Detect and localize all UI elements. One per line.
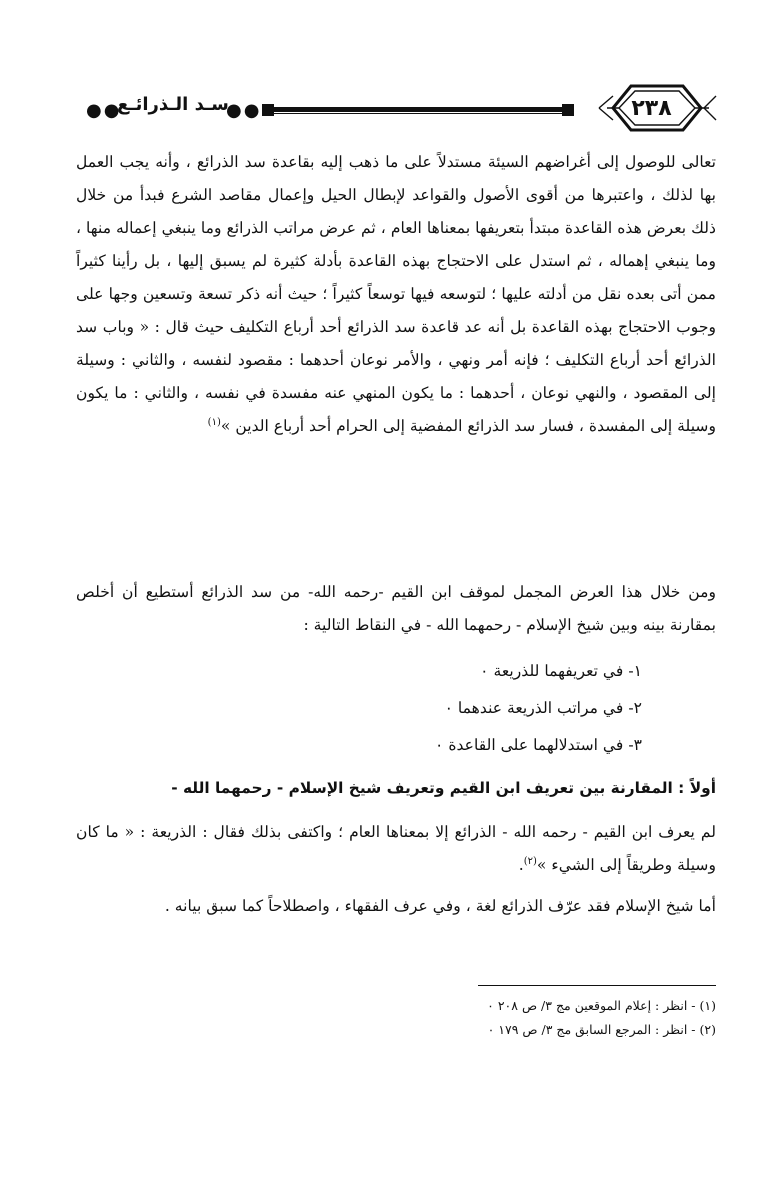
header-ornament-dots-right: ●● <box>226 100 262 121</box>
final-paragraph <box>76 890 716 923</box>
list-item: ٣- في استدلالهما على القاعدة ٠ <box>434 736 642 754</box>
section-subheading: أولاً : المقارنة بين تعريف ابن القيم وتعريف شيخ الإسلام - رحمهما الله - <box>171 779 716 797</box>
header-ornament-dots-left: ●● <box>86 100 122 121</box>
footnote-1: (١) - انظر : إعلام الموقعين مج ٣/ ص ٢٠٨ ٠ <box>487 998 716 1013</box>
running-title: سـد الـذرائـع <box>117 94 229 115</box>
footnote-2: (٢) - انظر : المرجع السابق مج ٣/ ص ١٧٩ ٠ <box>487 1022 716 1037</box>
footnote-ref-2: (٢) <box>523 855 537 867</box>
sentence-end: . <box>518 856 524 874</box>
list-item: ١- في تعريفهما للذريعة ٠ <box>480 662 642 680</box>
footnote-separator <box>478 985 716 986</box>
paragraph-text: لم يعرف ابن القيم - رحمه الله - الذرائع إلا بمعناها العام ؛ واكتفى بذلك فقال : الذريعة : « ما كان وسيلة وطريقاً إلى الشيء » <box>76 823 716 874</box>
header-rule-thick <box>272 107 562 112</box>
definition-paragraph <box>76 816 716 882</box>
paragraph-text: ومن خلال هذا العرض المجمل لموقف ابن القيم -رحمه الله- من سد الذرائع أستطيع أن أخلص بمقارنة بينه وبين شيخ الإسلام - رحمهما الله - في النقاط التالية : <box>76 583 716 634</box>
main-paragraph <box>76 146 716 443</box>
list-item: ٢- في مراتب الذريعة عندهما ٠ <box>444 699 642 717</box>
page-number-badge <box>585 80 718 136</box>
paragraph-text: أما شيخ الإسلام فقد عرّف الذرائع لغة ، وفي عرف الفقهاء ، واصطلاحاً كما سبق بيانه . <box>164 897 716 915</box>
comparison-points-list <box>76 653 716 764</box>
comparison-intro-paragraph <box>76 576 716 642</box>
running-header <box>80 80 718 140</box>
page-number: ٢٣٨ <box>631 96 672 121</box>
footnote-ref-1: (١) <box>207 416 221 428</box>
header-rule-thin <box>272 113 562 114</box>
paragraph-text: تعالى للوصول إلى أغراضهم السيئة مستدلاً على ما ذهب إليه بقاعدة سد الذرائع ، وأنه يجب العمل بها لذلك ، واعتبرها من أقوى الأصول والقواعد لإبطال الحيل وإعمال مقاصد الشرع فبدأ من خلال ذلك بعرض هذه القاعدة مبتدأ بتعريفها بمعناها العام ، ثم عرض مراتب الذرائع وما ينبغي إعماله منها ، وما ينبغي إهماله ، ثم استدل على الاحتجاج بهذه القاعدة بأدلة كثيرة لم يسبق إليها ، بل رأينا كثيراً ممن أتى بعده نقل من أدلته عليها ؛ لتوسعه فيها توسعاً كثيراً ؛ حيث أنه ذكر تسعة وتسعين وجها على وجوب الاحتجاج بهذه القاعدة بل أنه عد قاعدة سد الذرائع أحد أرباع التكليف حيث قال : « وباب سد الذرائع أحد أرباع التكليف ؛ فإنه أمر ونهي ، والأمر نوعان أحدهما : مقصود لنفسه ، والثاني : وسيلة إلى المقصود ، والنهي نوعان ، أحدهما : ما يكون المنهي عنه مفسدة في نفسه ، والثاني : ما يكون وسيلة إلى المفسدة ، فسار سد الذرائع المفضية إلى الحرام أحد أرباع الدين » <box>76 153 716 435</box>
footnotes <box>300 994 716 1042</box>
header-rule-end-square <box>562 104 574 116</box>
